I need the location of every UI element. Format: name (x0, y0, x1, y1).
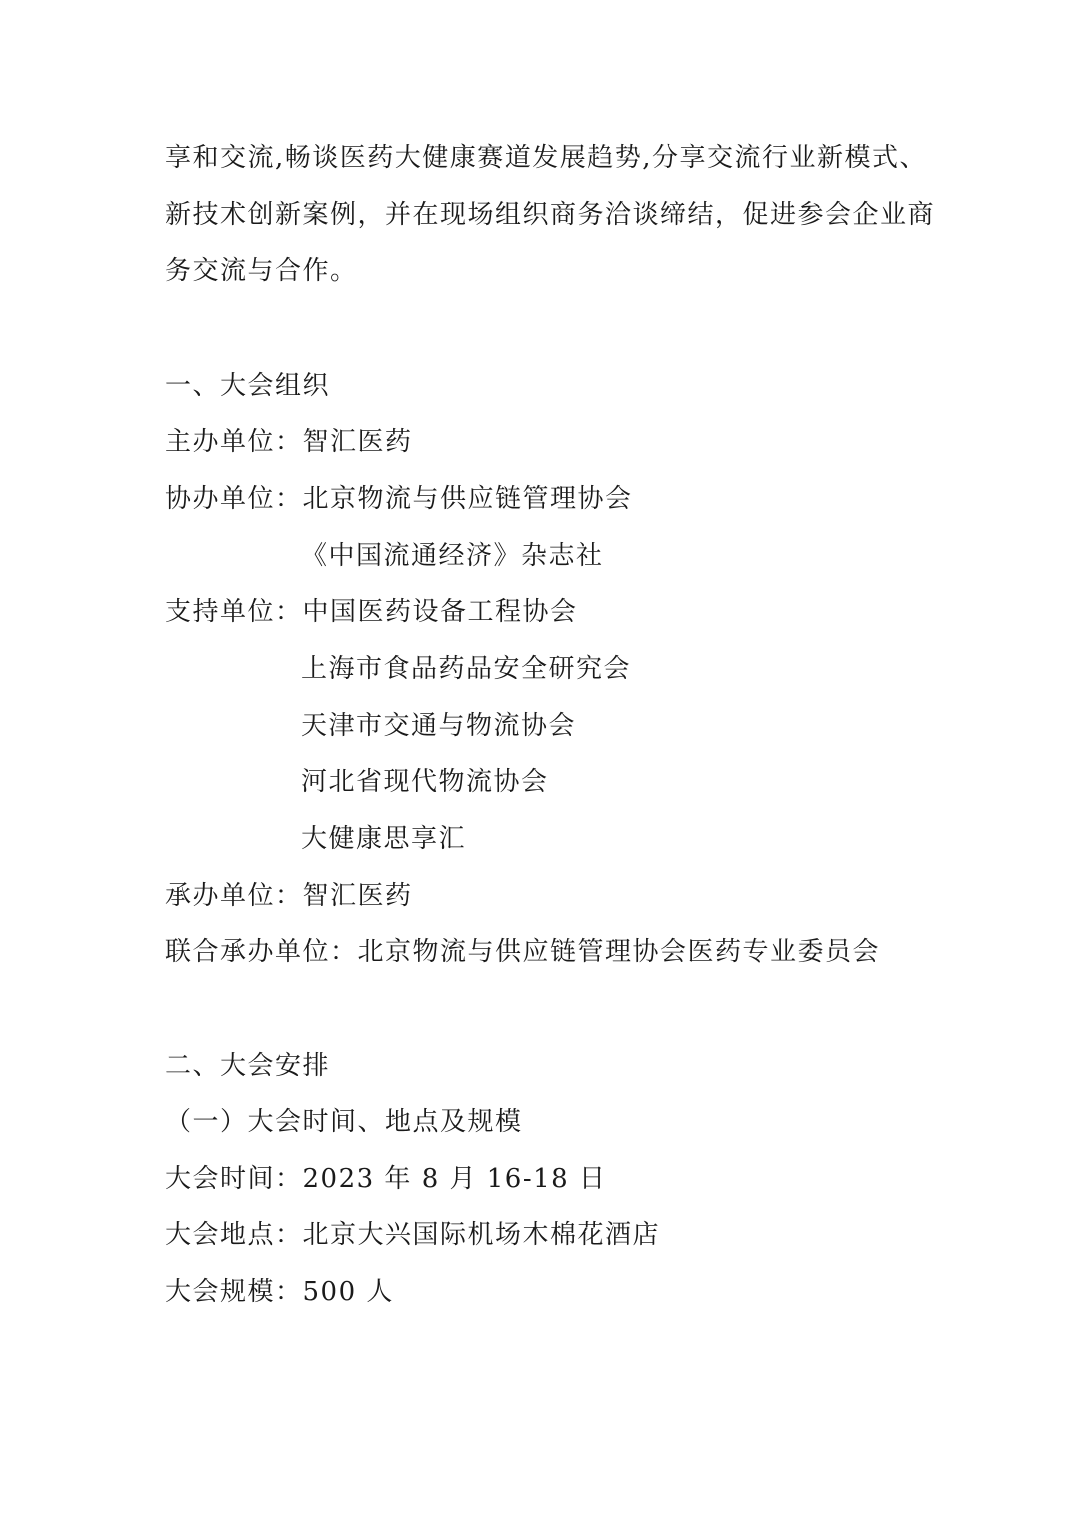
host-line: 主办单位：智汇医药 (165, 427, 413, 457)
intro-line-3: 务交流与合作。 (165, 256, 358, 286)
intro-line-1: 享和交流,畅谈医药大健康赛道发展趋势,分享交流行业新模式、 (165, 143, 928, 173)
supporter-line-2: 上海市食品药品安全研究会 (301, 654, 632, 684)
conference-location-line: 大会地点：北京大兴国际机场木棉花酒店 (165, 1220, 661, 1250)
supporter-line-4: 河北省现代物流协会 (301, 767, 549, 797)
section-heading-organization: 一、大会组织 (165, 371, 331, 401)
conference-scale-line: 大会规模：500 人 (165, 1277, 394, 1307)
joint-organizer-line: 联合承办单位：北京物流与供应链管理协会医药专业委员会 (165, 937, 881, 967)
organizer-line: 承办单位：智汇医药 (165, 881, 413, 911)
co-organizer-line: 协办单位：北京物流与供应链管理协会 (165, 484, 633, 514)
supporter-line-3: 天津市交通与物流协会 (301, 711, 577, 741)
supporter-line-5: 大健康思享汇 (301, 824, 467, 854)
supporter-line: 支持单位：中国医药设备工程协会 (165, 597, 578, 627)
section-heading-arrangement: 二、大会安排 (165, 1051, 331, 1081)
co-organizer-line-2: 《中国流通经济》杂志社 (301, 541, 604, 571)
subsection-heading-time-place-scale: （一）大会时间、地点及规模 (165, 1107, 523, 1137)
intro-line-2: 新技术创新案例，并在现场组织商务洽谈缔结，促进参会企业商 (165, 200, 936, 230)
conference-time-line: 大会时间：2023 年 8 月 16-18 日 (165, 1164, 607, 1194)
